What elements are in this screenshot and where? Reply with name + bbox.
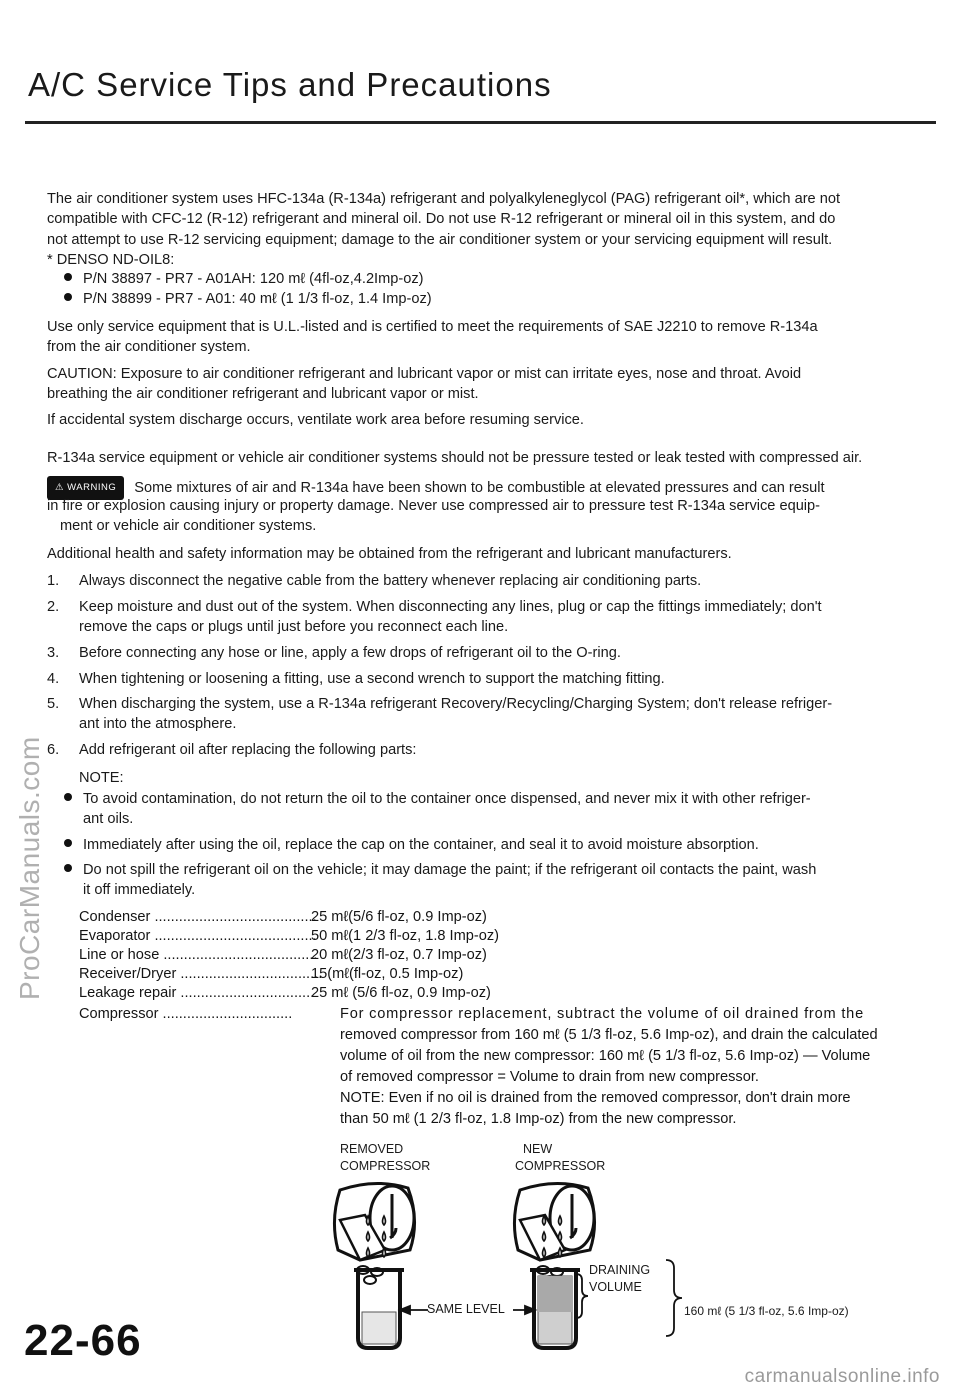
side-watermark: ProCarManuals.com xyxy=(14,736,45,1000)
same-level-label: SAME LEVEL xyxy=(427,1302,505,1316)
warning-line: ment or vehicle air conditioner systems. xyxy=(60,518,317,534)
intro-line: The air conditioner system uses HFC-134a (R-134a) refrigerant and polyalkyleneglycol (PAG) refrigerant oil*, which are not xyxy=(47,191,841,207)
compressor-line: For compressor replacement, subtract the volume of oil drained from the xyxy=(340,1006,865,1022)
caution-line: breathing the air conditioner refrigerant and lubricant vapor or mist. xyxy=(47,386,479,402)
warning-line: in fire or explosion causing injury or property damage. Never use compressed air to pressure test R-134a service equip- xyxy=(47,498,821,514)
pressure-test-paragraph: R-134a service equipment or vehicle air conditioner systems should not be pressure tested or leak tested with compressed air. xyxy=(47,450,863,466)
compressor-line: of removed compressor = Volume to drain from new compressor. xyxy=(340,1069,759,1085)
additional-info-paragraph: Additional health and safety information may be obtained from the refrigerant and lubricant manufacturers. xyxy=(47,546,732,562)
spec-label: Line or hose ...................................... xyxy=(79,947,318,963)
spec-value: 15(mℓ(fl-oz, 0.5 Imp-oz) xyxy=(311,966,464,982)
removed-compressor-label: REMOVED COMPRESSOR xyxy=(340,1142,431,1173)
step-item: 1. Always disconnect the negative cable from the battery whenever replacing air conditioning parts. xyxy=(47,573,702,589)
intro-line: compatible with CFC-12 (R-12) refrigerant and mineral oil. Do not use R-12 refrigerant or mineral oil in this system, and do xyxy=(47,211,836,227)
equipment-line: from the air conditioner system. xyxy=(47,339,251,355)
intro-line: not attempt to use R-12 servicing equipment; damage to the air conditioner system or your servicing equipment will result. xyxy=(47,232,833,248)
spec-value: 25 mℓ(5/6 fl-oz, 0.9 Imp-oz) xyxy=(311,909,487,925)
compressor-line: volume of oil from the new compressor: 160 mℓ (5 1/3 fl-oz, 5.6 Imp-oz) — Volume xyxy=(340,1048,871,1064)
spec-value: 20 mℓ(2/3 fl-oz, 0.7 Imp-oz) xyxy=(311,947,487,963)
spec-value: 50 mℓ(1 2/3 fl-oz, 1.8 Imp-oz) xyxy=(311,928,500,944)
bullet-icon xyxy=(64,293,72,301)
denso-label: * DENSO ND-OIL8: xyxy=(47,252,175,268)
step-item: 5. When discharging the system, use a R-134a refrigerant Recovery/Recycling/Charging System; don't release refriger- xyxy=(47,696,833,712)
bullet-icon xyxy=(64,839,72,847)
warning-badge: ⚠ WARNING xyxy=(47,476,124,500)
step-item: 3. Before connecting any hose or line, apply a few drops of refrigerant oil to the O-ring. xyxy=(47,645,621,661)
warning-line: ⚠ WARNING Some mixtures of air and R-134a have been shown to be combustible at elevated pressures and can result xyxy=(47,476,920,500)
title-rule xyxy=(25,121,936,124)
caution-line: CAUTION: Exposure to air conditioner refrigerant and lubricant vapor or mist can irritate eyes, nose and throat. Avoid xyxy=(47,366,802,382)
bullet-icon xyxy=(64,793,72,801)
denso-item: P/N 38899 - PR7 - A01: 40 mℓ (1 1/3 fl-oz, 1.4 Imp-oz) xyxy=(64,289,944,309)
total-volume-label: 160 mℓ (5 1/3 fl-oz, 5.6 Imp-oz) xyxy=(684,1304,849,1318)
total-brace-icon xyxy=(666,1260,682,1336)
compressor-label: Compressor ................................ xyxy=(79,1006,293,1022)
spec-label: Evaporator ........................................ xyxy=(79,928,317,944)
removed-oil-container-icon xyxy=(354,1270,404,1348)
note-item-continued: it off immediately. xyxy=(83,882,196,898)
note-label: NOTE: xyxy=(79,770,124,786)
footer-watermark: carmanualsonline.info xyxy=(744,1366,940,1387)
note-item: To avoid contamination, do not return the oil to the container once dispensed, and never mix it with other refriger- xyxy=(64,789,920,809)
spec-label: Receiver/Dryer ................................... xyxy=(79,966,323,982)
new-compressor-label: NEW COMPRESSOR xyxy=(515,1142,606,1173)
note-item: Immediately after using the oil, replace the cap on the container, and seal it to avoid moisture absorption. xyxy=(64,835,920,855)
spec-label: Leakage repair ................................. xyxy=(79,985,315,1001)
draining-volume-label: DRAINING VOLUME xyxy=(589,1263,651,1294)
spec-value: 25 mℓ (5/6 fl-oz, 0.9 Imp-oz) xyxy=(311,985,491,1001)
compressor-line: NOTE: Even if no oil is drained from the removed compressor, don't drain more xyxy=(340,1090,851,1106)
step-item: 2. Keep moisture and dust out of the system. When disconnecting any lines, plug or cap the fittings immediately; don't xyxy=(47,599,822,615)
note-item: Do not spill the refrigerant oil on the vehicle; it may damage the paint; if the refrigerant oil contacts the paint, wash xyxy=(64,860,920,880)
step-item-continued: remove the caps or plugs until just before you reconnect each line. xyxy=(79,619,509,635)
compressor-line: removed compressor from 160 mℓ (5 1/3 fl-oz, 5.6 Imp-oz), and drain the calculated xyxy=(340,1027,878,1043)
bullet-icon xyxy=(64,864,72,872)
note-item-continued: ant oils. xyxy=(83,811,134,827)
step-item-continued: ant into the atmosphere. xyxy=(79,716,237,732)
spec-label: Condenser ........................................ xyxy=(79,909,317,925)
compressor-line: than 50 mℓ (1 2/3 fl-oz, 1.8 Imp-oz) from the new compressor. xyxy=(340,1111,737,1127)
new-oil-container-icon xyxy=(530,1270,580,1348)
page-title: A/C Service Tips and Precautions xyxy=(28,66,552,103)
bullet-icon xyxy=(64,273,72,281)
equipment-line: Use only service equipment that is U.L.-listed and is certified to meet the requirements of SAE J2210 to remove R-134a xyxy=(47,319,818,335)
page-number: 22-66 xyxy=(24,1316,142,1365)
step-item: 4. When tightening or loosening a fitting, use a second wrench to support the matching fitting. xyxy=(47,671,665,687)
denso-item: P/N 38897 - PR7 - A01AH: 120 mℓ (4fl-oz,4.2Imp-oz) xyxy=(64,269,944,289)
step-item: 6. Add refrigerant oil after replacing the following parts: xyxy=(47,742,417,758)
discharge-paragraph: If accidental system discharge occurs, ventilate work area before resuming service. xyxy=(47,412,584,428)
